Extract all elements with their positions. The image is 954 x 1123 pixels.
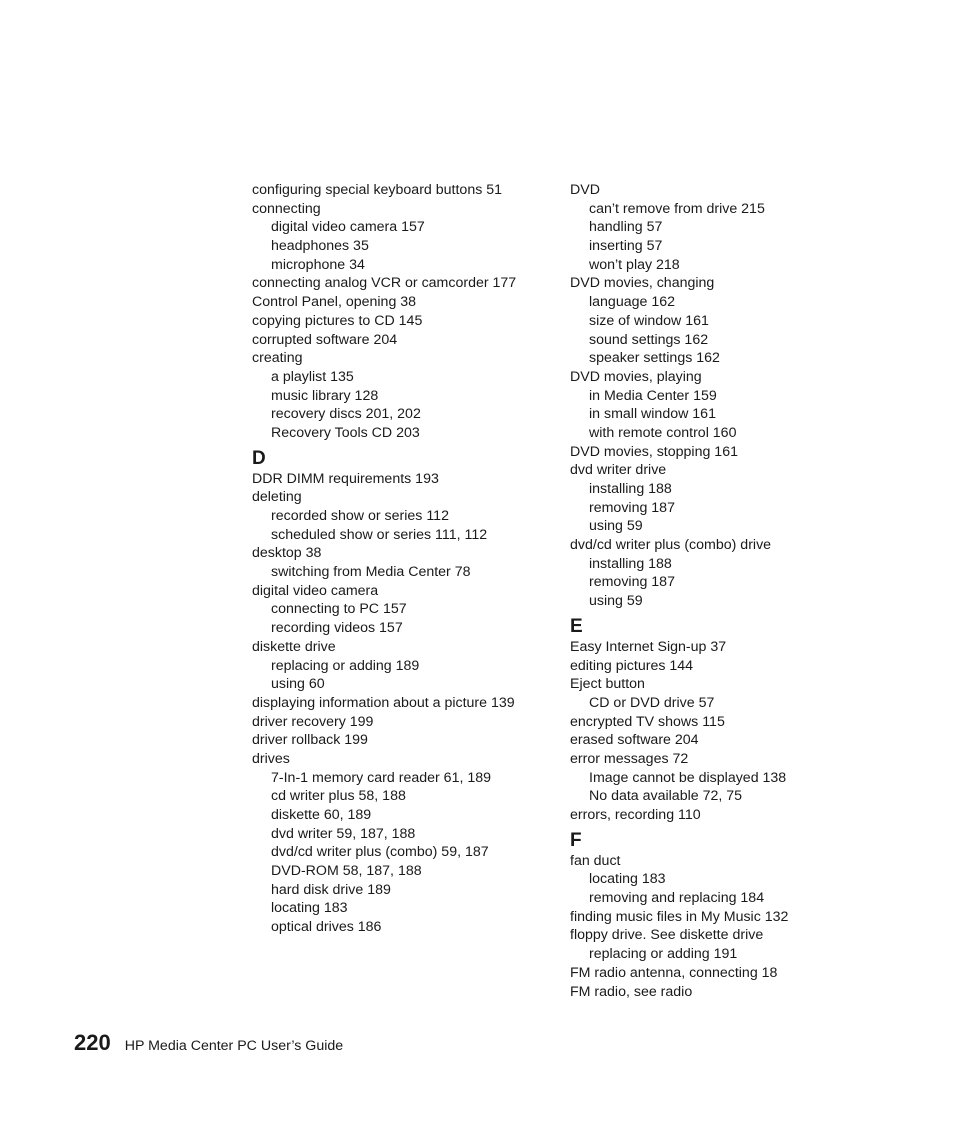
index-entry: finding music files in My Music 132 [570,908,789,925]
index-entry: configuring special keyboard buttons 51 [252,182,503,198]
index-subentry: recovery discs 201, 202 [271,406,421,423]
index-entry: encrypted TV shows 115 [570,713,725,730]
index-subentry: language 162 [589,294,675,311]
index-subentry: using 59 [589,593,643,610]
index-entry: creating [252,350,303,367]
index-subentry: recorded show or series 112 [271,508,449,524]
section-heading: D [252,447,266,469]
index-entry: floppy drive. See diskette drive [570,927,764,944]
index-subentry: scheduled show or series 111, 112 [271,526,488,543]
index-subentry: handling 57 [589,219,663,236]
index-subentry: recording videos 157 [271,620,403,637]
index-subentry: digital video camera 157 [271,219,425,236]
index-subentry: inserting 57 [589,238,663,255]
index-entry: Eject button [570,676,645,693]
index-entry: deleting [252,489,302,506]
index-subentry: with remote control 160 [589,424,737,441]
index-subentry: removing and replacing 184 [589,890,765,907]
index-subentry: removing 187 [589,499,675,516]
index-entry: copying pictures to CD 145 [252,312,423,329]
index-subentry: optical drives 186 [271,919,382,936]
index-subentry: installing 188 [589,481,672,497]
index-subentry: cd writer plus 58, 188 [271,788,406,805]
index-entry: editing pictures 144 [570,657,694,674]
index-subentry: size of window 161 [589,312,709,329]
index-subentry: DVD-ROM 58, 187, 188 [271,863,422,880]
index-subentry: a playlist 135 [271,368,354,385]
index-entry: connecting [252,200,321,217]
index-entry: fan duct [570,852,621,869]
index-entry: dvd writer drive [570,462,667,479]
index-subentry: CD or DVD drive 57 [589,694,715,711]
index-subentry: can’t remove from drive 215 [589,200,765,217]
index-subentry: removing 187 [589,574,675,591]
index-entry: DVD movies, stopping 161 [570,443,738,460]
index-subentry: dvd/cd writer plus (combo) 59, 187 [271,844,489,861]
index-entry: diskette drive [252,638,336,655]
index-subentry: Recovery Tools CD 203 [271,424,420,441]
index-subentry: Image cannot be displayed 138 [589,769,787,786]
index-subentry: in Media Center 159 [589,387,717,404]
index-entry: desktop 38 [252,545,322,562]
index-entry: DVD movies, playing [570,368,702,385]
index-subentry: using 60 [271,676,325,693]
index-entry: Control Panel, opening 38 [252,294,417,311]
index-entry: digital video camera [252,582,379,599]
index-entry: DDR DIMM requirements 193 [252,470,439,487]
index-entry: DVD [570,182,600,198]
index-entry: corrupted software 204 [252,331,398,348]
index-entry: displaying information about a picture 139 [252,694,515,711]
index-subentry: using 59 [589,518,643,535]
index-subentry: locating 183 [589,871,666,888]
index-entry: Easy Internet Sign-up 37 [570,638,727,655]
index-column-right [570,181,890,1001]
index-entry: connecting analog VCR or camcorder 177 [252,275,517,292]
index-entry: FM radio antenna, connecting 18 [570,964,778,981]
page-footer [74,1030,343,1056]
index-subentry: headphones 35 [271,238,369,255]
index-column-left [252,181,552,937]
index-subentry: in small window 161 [589,406,716,423]
section-heading: F [570,829,582,851]
index-subentry: microphone 34 [271,256,365,273]
index-subentry: installing 188 [589,555,672,572]
section-heading: E [570,615,583,637]
index-subentry: 7-In-1 memory card reader 61, 189 [271,769,492,786]
index-subentry: connecting to PC 157 [271,601,407,618]
index-entry: FM radio, see radio [570,983,693,1000]
index-entry: driver rollback 199 [252,732,368,749]
index-entry: driver recovery 199 [252,713,374,730]
index-subentry: music library 128 [271,387,379,404]
index-subentry: diskette 60, 189 [271,807,372,823]
index-subentry: replacing or adding 191 [589,946,738,963]
index-subentry: switching from Media Center 78 [271,564,471,581]
index-subentry: locating 183 [271,900,348,917]
index-subentry: dvd writer 59, 187, 188 [271,825,416,842]
index-entry: DVD movies, changing [570,275,715,292]
index-entry: drives [252,750,290,767]
page-number: 220 [74,1030,111,1055]
index-subentry: speaker settings 162 [589,350,720,367]
index-entry: errors, recording 110 [570,807,701,823]
guide-title: HP Media Center PC User’s Guide [124,1038,344,1054]
index-subentry: No data available 72, 75 [589,788,743,805]
index-subentry: replacing or adding 189 [271,657,420,674]
index-subentry: hard disk drive 189 [271,881,391,898]
index-entry: erased software 204 [570,732,699,749]
index-subentry: sound settings 162 [589,331,709,348]
index-subentry: won’t play 218 [589,256,680,273]
index-entry: error messages 72 [570,750,689,767]
index-entry: dvd/cd writer plus (combo) drive [570,537,772,554]
